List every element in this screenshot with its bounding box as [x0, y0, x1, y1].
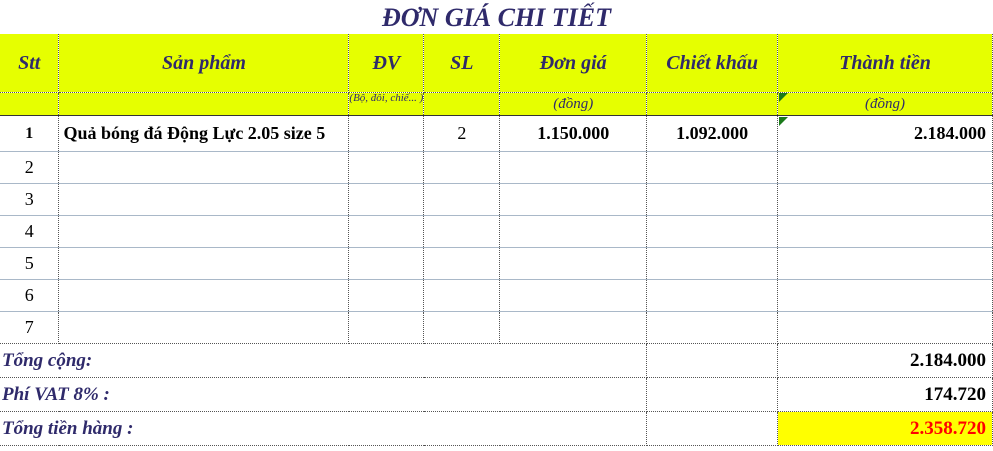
cell-total[interactable]: [778, 280, 993, 312]
header-price[interactable]: Đơn giá: [500, 34, 647, 93]
cell-stt[interactable]: 6: [0, 280, 59, 312]
cell-stt[interactable]: 3: [0, 184, 59, 216]
cell-qty[interactable]: [424, 280, 500, 312]
subtotal-value[interactable]: 2.184.000: [778, 344, 993, 378]
cell-product[interactable]: [59, 152, 349, 184]
cell-unit[interactable]: [349, 312, 424, 344]
cell-product[interactable]: [59, 216, 349, 248]
subheader-unit[interactable]: (Bộ, đôi, chiế... ): [349, 93, 424, 116]
cell-product[interactable]: [59, 312, 349, 344]
cell-discount[interactable]: 1.092.000: [647, 116, 778, 152]
table-row: [0, 184, 993, 216]
cell-product[interactable]: Quả bóng đá Động Lực 2.05 size 5: [59, 116, 349, 152]
subheader-product[interactable]: [59, 93, 349, 116]
cell-unit[interactable]: [349, 248, 424, 280]
vat-row: [0, 378, 993, 412]
vat-label[interactable]: Phí VAT 8% :: [0, 378, 647, 412]
cell-discount[interactable]: [647, 248, 778, 280]
header-product[interactable]: Sản phẩm: [59, 34, 349, 93]
cell-price[interactable]: 1.150.000: [500, 116, 647, 152]
cell-product[interactable]: [59, 248, 349, 280]
subheader-discount[interactable]: [647, 93, 778, 116]
vat-empty-cell[interactable]: [647, 378, 778, 412]
cell-unit[interactable]: [349, 216, 424, 248]
grand-total-label[interactable]: Tổng tiền hàng :: [0, 412, 647, 446]
cell-price[interactable]: [500, 312, 647, 344]
cell-total[interactable]: [778, 312, 993, 344]
table-row: [0, 312, 993, 344]
header-qty[interactable]: SL: [424, 34, 500, 93]
subtotal-row: [0, 344, 993, 378]
cell-stt[interactable]: 4: [0, 216, 59, 248]
cell-total[interactable]: [778, 152, 993, 184]
cell-discount[interactable]: [647, 280, 778, 312]
cell-total[interactable]: 2.184.000: [778, 116, 993, 152]
subheader-total[interactable]: (đồng): [778, 93, 993, 116]
cell-qty[interactable]: [424, 248, 500, 280]
cell-stt[interactable]: 7: [0, 312, 59, 344]
cell-qty[interactable]: [424, 184, 500, 216]
cell-unit[interactable]: [349, 280, 424, 312]
document-title: ĐƠN GIÁ CHI TIẾT: [382, 3, 611, 32]
table-row: [0, 248, 993, 280]
subheader-stt[interactable]: [0, 93, 59, 116]
grand-total-value[interactable]: 2.358.720: [778, 412, 993, 446]
cell-price[interactable]: [500, 184, 647, 216]
grand-total-empty-cell[interactable]: [647, 412, 778, 446]
cell-product[interactable]: [59, 184, 349, 216]
cell-price[interactable]: [500, 248, 647, 280]
header-stt[interactable]: Stt: [0, 34, 59, 93]
cell-unit[interactable]: [349, 116, 424, 152]
cell-total[interactable]: [778, 216, 993, 248]
cell-qty[interactable]: [424, 216, 500, 248]
cell-price[interactable]: [500, 216, 647, 248]
cell-product[interactable]: [59, 280, 349, 312]
cell-discount[interactable]: [647, 152, 778, 184]
header-row: [0, 34, 993, 93]
cell-total[interactable]: [778, 184, 993, 216]
subheader-price[interactable]: (đồng): [500, 93, 647, 116]
cell-price[interactable]: [500, 280, 647, 312]
cell-qty[interactable]: 2: [424, 116, 500, 152]
vat-value[interactable]: 174.720: [778, 378, 993, 412]
table-row: [0, 280, 993, 312]
table-row: [0, 216, 993, 248]
cell-discount[interactable]: [647, 312, 778, 344]
subheader-row: [0, 93, 993, 116]
subheader-qty[interactable]: [424, 93, 500, 116]
grand-total-row: [0, 412, 993, 446]
cell-discount[interactable]: [647, 184, 778, 216]
cell-unit[interactable]: [349, 184, 424, 216]
header-total[interactable]: Thành tiền: [778, 34, 993, 93]
cell-qty[interactable]: [424, 152, 500, 184]
comment-indicator-icon: [779, 117, 788, 126]
cell-stt[interactable]: 2: [0, 152, 59, 184]
cell-total[interactable]: [778, 248, 993, 280]
cell-stt[interactable]: 1: [0, 116, 59, 152]
cell-stt[interactable]: 5: [0, 248, 59, 280]
cell-price[interactable]: [500, 152, 647, 184]
cell-qty[interactable]: [424, 312, 500, 344]
cell-discount[interactable]: [647, 216, 778, 248]
header-unit[interactable]: ĐV: [349, 34, 424, 93]
cell-unit[interactable]: [349, 152, 424, 184]
table-row: [0, 116, 993, 152]
comment-indicator-icon: [779, 93, 788, 102]
price-table: [0, 34, 993, 446]
subtotal-label[interactable]: Tổng cộng:: [0, 344, 647, 378]
table-row: [0, 152, 993, 184]
subtotal-empty-cell[interactable]: [647, 344, 778, 378]
header-discount[interactable]: Chiết khấu: [647, 34, 778, 93]
